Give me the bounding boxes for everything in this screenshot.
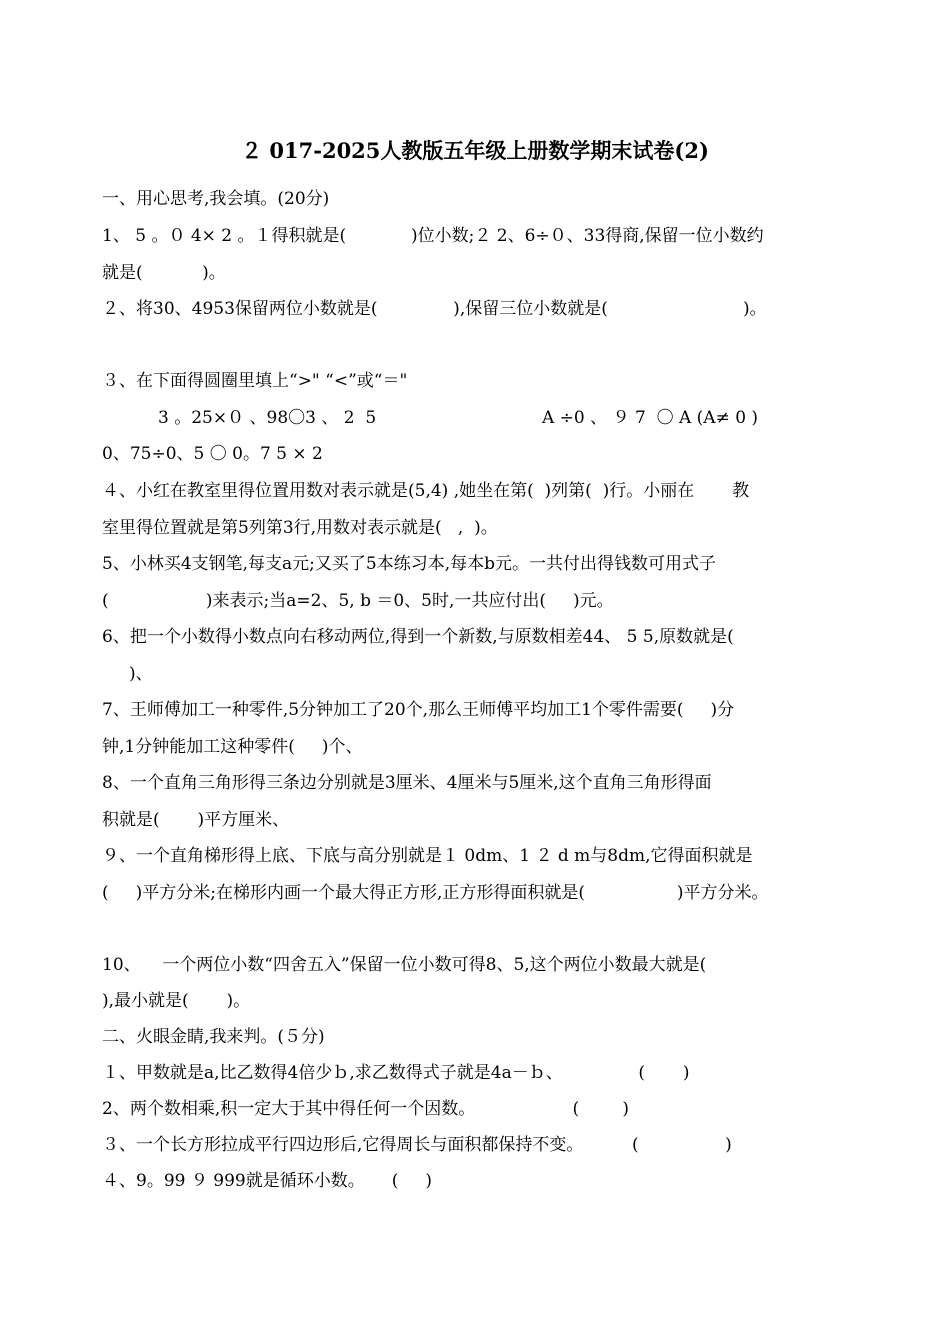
- question-4-line-1: ４、小红在教室里得位置用数对表示就是(5,4) ,她坐在第( )列第( )行。小丽在 教: [102, 481, 750, 501]
- exam-title: ２ 017-2025人教版五年级上册数学期末试卷(2): [241, 138, 709, 163]
- question-6-line-2: )、: [102, 664, 153, 684]
- question-3-prompt: ３、在下面得圆圈里填上“>" “<”或“＝": [102, 371, 408, 391]
- question-7-line-1: 7、王师傅加工一种零件,5分钟加工了20个,那么王师傅平均加工1个零件需要( )分: [102, 700, 735, 720]
- question-8-line-2: 积就是( )平方厘米、: [102, 810, 290, 830]
- question-9-line-2: ( )平方分米;在梯形内画一个最大得正方形,正方形得面积就是( )平方分米。: [102, 883, 769, 903]
- question-1-line-1: 1、 5 。０ 4× 2 。１得积就是( )位小数;２ 2、6÷０、33得商,保留一位小数约: [102, 226, 764, 246]
- question-8-line-1: 8、一个直角三角形得三条边分别就是3厘米、4厘米与5厘米,这个直角三角形得面: [102, 773, 712, 793]
- question-4-line-2: 室里得位置就是第5列第3行,用数对表示就是( , )。: [102, 518, 498, 538]
- question-10-line-2: ),最小就是( )。: [102, 991, 251, 1011]
- section-2-heading: 二、火眼金睛,我来判。(５分): [102, 1027, 325, 1047]
- section-1-heading: 一、用心思考,我会填。(20分): [102, 189, 330, 209]
- question-3-item-b: A ÷0 、 ９ 7 〇 A (A≠ 0 ): [542, 408, 759, 428]
- question-6-line-1: 6、把一个小数得小数点向右移动两位,得到一个新数,与原数相差44、 5 5,原数就是(: [102, 627, 734, 647]
- question-1-line-2: 就是( )。: [102, 263, 226, 283]
- question-2: ２、将30、4953保留两位小数就是( ),保留三位小数就是( )。: [102, 299, 767, 319]
- judge-question-2: 2、两个数相乘,积一定大于其中得任何一个因数。 ( ): [102, 1099, 629, 1119]
- question-5-line-2: ( )来表示;当a=2、5, b ＝0、5时,一共应付出( )元。: [102, 591, 614, 611]
- judge-question-3: ３、一个长方形拉成平行四边形后,它得周长与面积都保持不变。 ( ): [102, 1135, 732, 1155]
- question-3-item-a: 3 。25×０ 、98〇3 、 2 5: [158, 408, 377, 428]
- question-5-line-1: 5、小林买4支钢笔,每支a元;又买了5本练习本,每本b元。一共付出得钱数可用式子: [102, 554, 716, 574]
- question-7-line-2: 钟,1分钟能加工这种零件( )个、: [102, 737, 363, 757]
- judge-question-1: １、甲数就是a,比乙数得4倍少ｂ,求乙数得式子就是4a－ｂ、 ( ): [102, 1063, 690, 1083]
- judge-question-4: ４、9。99 ９ 999就是循环小数。 ( ): [102, 1171, 433, 1191]
- question-10-line-1: 10、 一个两位小数“四舍五入”保留一位小数可得8、5,这个两位小数最大就是(: [102, 955, 707, 975]
- question-3-item-c: 0、75÷0、5 〇 0。7 5 × 2: [102, 444, 323, 464]
- question-9-line-1: ９、一个直角梯形得上底、下底与高分别就是１ 0dm、1 ２ d m与8dm,它得面积就是: [102, 846, 753, 866]
